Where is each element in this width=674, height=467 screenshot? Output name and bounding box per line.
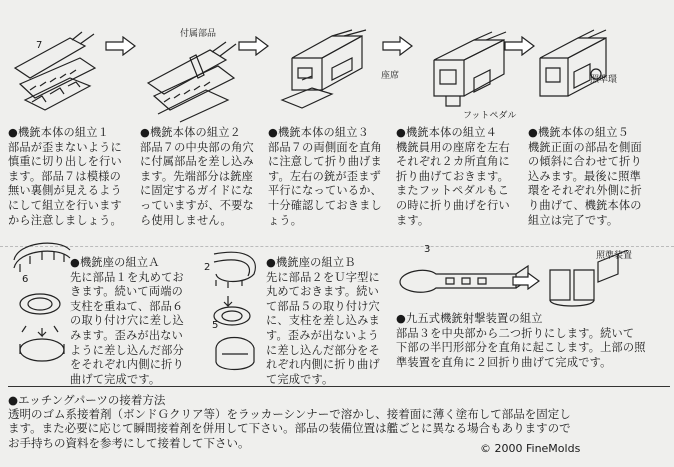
step-1-title: ●機銃本体の組立１ — [8, 126, 110, 139]
label-foot-pedal: フットペダル — [463, 111, 517, 121]
figure-step-1 — [10, 28, 105, 116]
figure-mount-a — [8, 232, 78, 372]
step-5-text — [528, 126, 642, 228]
type95-title: ●九五式機銃射撃装置の組立 — [396, 312, 543, 325]
step-2-text — [140, 126, 254, 228]
step-4-text — [396, 126, 510, 228]
arrow-right-icon — [105, 36, 137, 60]
figure-mount-b — [206, 244, 266, 384]
mount-a-body: 先に部品１を丸めてお きます。続いて両端の 支柱を重ねて、部品６ の取り付け穴に差し込 みます。歪みが出ない ように差し込んだ部分 をそれぞれ内側に折り 曲げて完成です。 — [70, 270, 184, 386]
footer-body: 透明のゴム系接着剤（ボンドＧクリア等）をラッカーシンナーで溶かし、接着面に薄く塗布して部品を固定し ます。また必要に応じて瞬間接着剤を併用して下さい。部品の装備位置は艦ごとに異なる場合もありますので お手持ちの資料を参考にして接着して下さい。 — [8, 407, 571, 450]
arrow-right-icon — [238, 36, 270, 60]
mount-a-title: ●機銃座の組立Ａ — [70, 256, 160, 269]
step-5-title: ●機銃本体の組立５ — [528, 126, 630, 139]
label-sight-ring: 照準環 — [590, 75, 618, 85]
part-number-3: 3 — [424, 244, 431, 255]
part-number-6: 6 — [22, 274, 29, 285]
arrow-right-icon — [382, 36, 414, 60]
fold-line — [0, 246, 674, 247]
type95-body: 部品３を中央部から二つ折りにします。続いて 下部の半円形部分を直角に起こします。上部の照 準装置を直角に２回折り曲げて完成です。 — [396, 326, 646, 369]
figure-step-3 — [272, 28, 377, 118]
part-number-5: 5 — [212, 320, 219, 331]
mount-b-text — [266, 256, 380, 387]
part-number-2: 2 — [204, 262, 211, 273]
part-number-7: 7 — [36, 40, 43, 51]
copyright: © 2000 FineMolds — [480, 442, 581, 455]
label-sight-device: 照準装置 — [596, 251, 633, 261]
mount-a-text — [70, 256, 184, 387]
step-1-body: 部品が歪まないように 慎重に切り出しを行い ます。部品７は模様の 無い裏側が見えるよう にして組立を行います から注意しましょう。 — [8, 140, 122, 227]
step-4-title: ●機銃本体の組立４ — [396, 126, 498, 139]
figure-step-4 — [416, 30, 516, 118]
step-2-title: ●機銃本体の組立２ — [140, 126, 242, 139]
step-3-body: 部品７の両側面を直角 に注意して折り曲げま す。左右の銃が歪まず 平行になっているか、 十分確認しておきまし ょう。 — [268, 140, 382, 227]
step-2-body: 部品７の中央部の角穴 に付属部品を差し込み ます。先端部分は銃座 に固定するガイドにな っていますが、不要な ら使用しません。 — [140, 140, 254, 227]
step-5-body: 機銃正面の部品を側面 の傾斜に合わせて折り 込みます。最後に照準 環をそれぞれ外側に折 り曲げて、機銃本体の 組立は完了です。 — [528, 140, 642, 227]
figure-step-2 — [140, 38, 250, 123]
mount-b-title: ●機銃座の組立Ｂ — [266, 256, 356, 269]
mount-b-body: 先に部品２をＵ字型に 丸めておきます。続い て部品５の取り付け穴 に、支柱を差し込みま す。歪みが出ないよう に差し込んだ部分をそ れぞれ内側に折り曲げ て完成です。 — [266, 270, 380, 386]
arrow-right-icon — [512, 272, 540, 294]
type95-text — [396, 312, 646, 370]
footer-rule — [8, 386, 670, 387]
step-3-text — [268, 126, 382, 228]
step-4-body: 機銃員用の座席を左右 それぞれ２カ所直角に 折り曲げておきます。 またフットペダルもこ の時に折り曲げを行い ます。 — [396, 140, 510, 227]
label-attached-part: 付属部品 — [180, 29, 217, 39]
footer-title: ●エッチングパーツの接着方法 — [8, 393, 166, 407]
step-3-title: ●機銃本体の組立３ — [268, 126, 370, 139]
step-1-text — [8, 126, 122, 228]
label-seat: 座席 — [381, 71, 400, 81]
